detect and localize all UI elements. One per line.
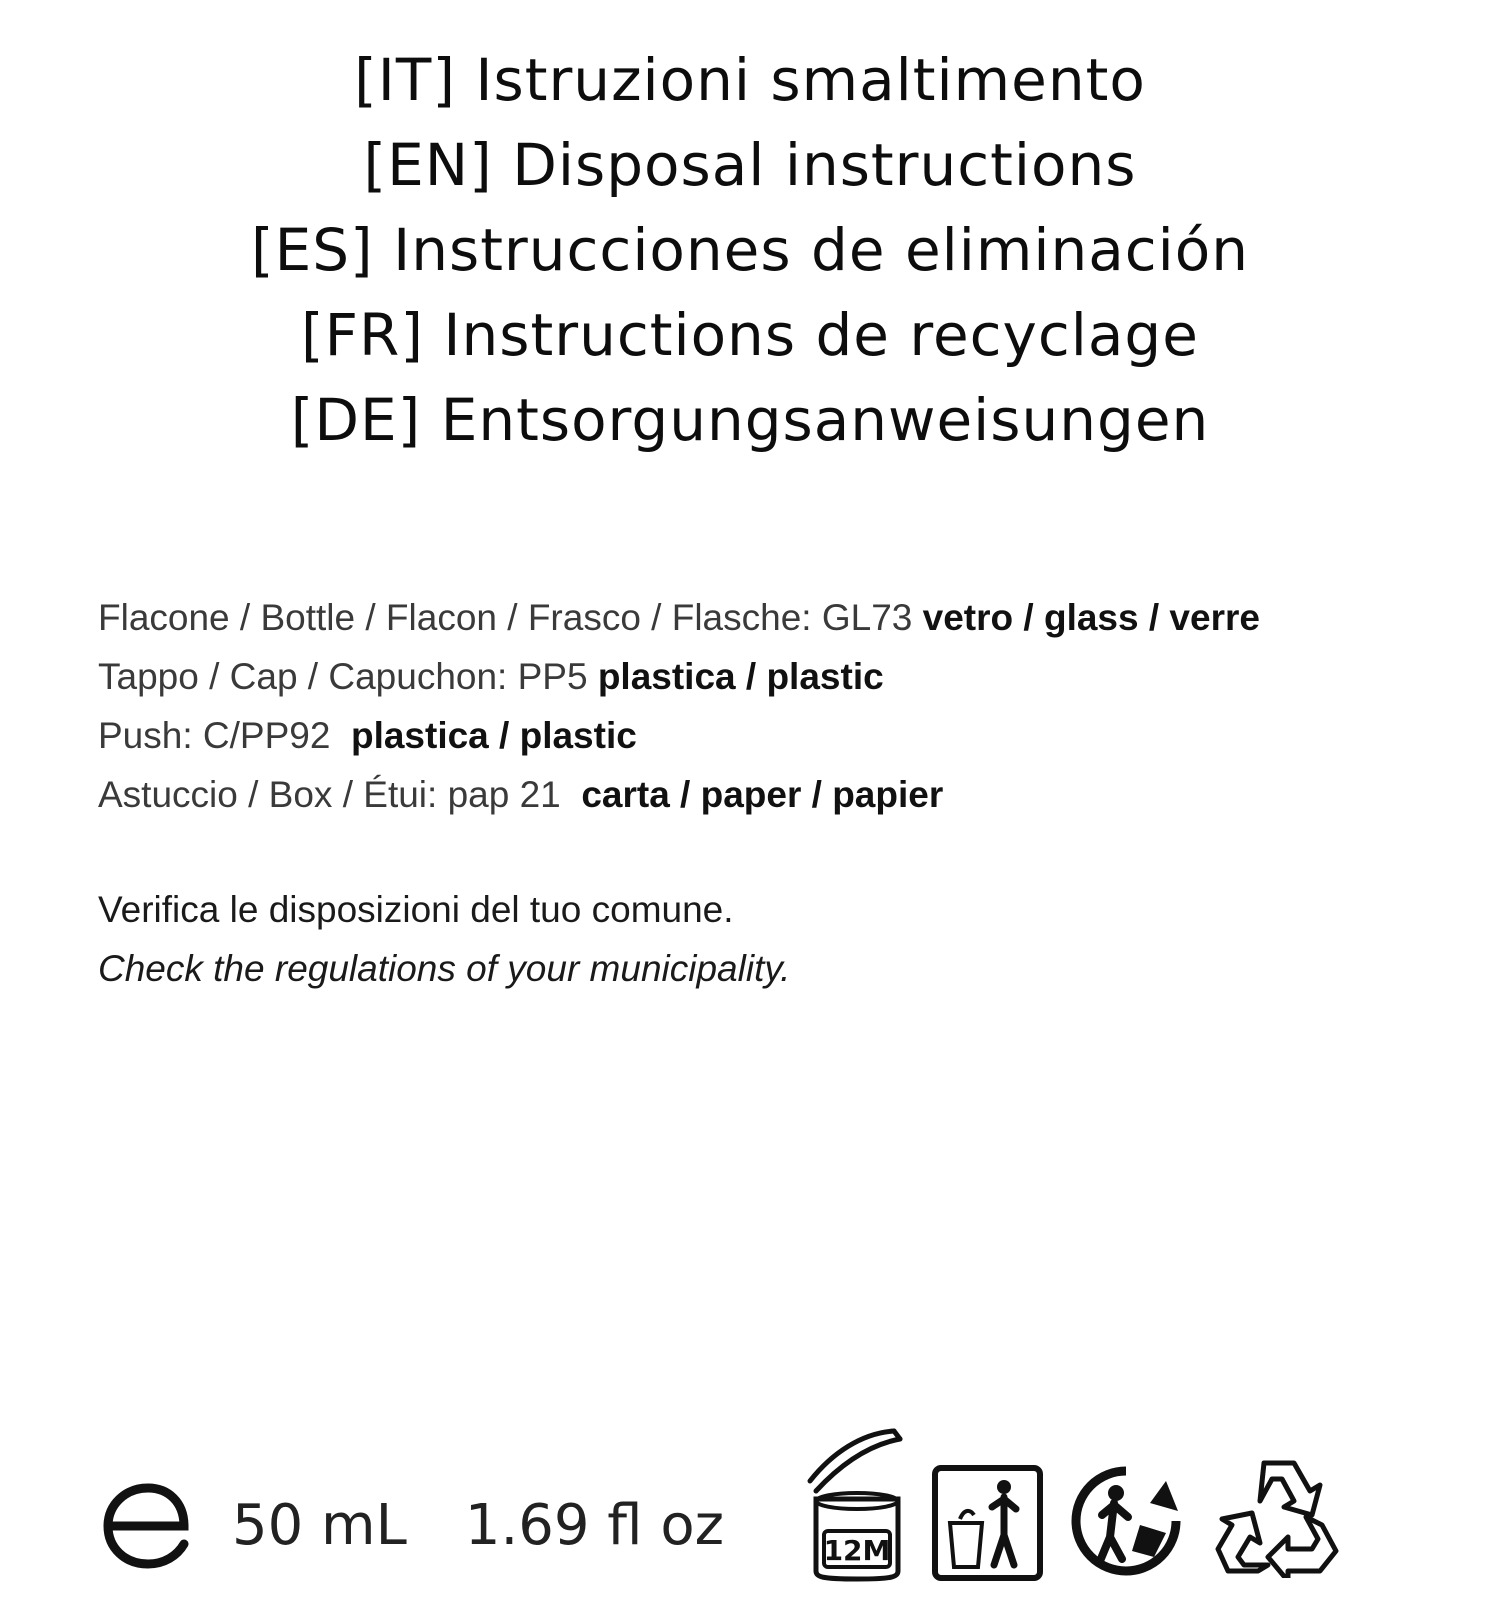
material-type: plastica / plastic [597, 656, 884, 697]
period-after-opening-icon [802, 1423, 912, 1583]
pao-label: 12M [823, 1534, 891, 1567]
volume-floz: 1.69 fl oz [464, 1492, 725, 1558]
recycle-icon [1214, 1453, 1344, 1578]
materials-list [98, 588, 1260, 824]
material-label: Push: C/PP92 [98, 715, 351, 756]
regulation-notes [98, 880, 790, 998]
note-en: Check the regulations of your municipality. [98, 948, 791, 989]
title-en: [EN] Disposal instructions [363, 131, 1137, 199]
material-row-bottle [98, 588, 1260, 647]
volume-ml: 50 mL [232, 1492, 407, 1558]
material-label: Tappo / Cap / Capuchon: PP5 [98, 656, 598, 697]
material-row-box [98, 765, 1260, 824]
material-label: Flacone / Bottle / Flacon / Frasco / Flasche: GL73 [98, 597, 923, 638]
material-row-cap [98, 647, 1260, 706]
estimated-sign-icon [100, 1480, 196, 1570]
material-type: carta / paper / papier [581, 774, 944, 815]
volume-block [100, 1470, 782, 1580]
note-it: Verifica le disposizioni del tuo comune. [98, 889, 734, 930]
title-de: [DE] Entsorgungsanweisungen [290, 386, 1210, 454]
tidyman-recycle-icon [1066, 1461, 1186, 1581]
material-type: plastica / plastic [350, 715, 637, 756]
title-it: [IT] Istruzioni smaltimento [354, 46, 1146, 114]
title-es: [ES] Instrucciones de eliminación [250, 216, 1250, 284]
disposal-titles [0, 38, 1500, 463]
material-row-push [98, 706, 1260, 765]
material-type: vetro / glass / verre [922, 597, 1260, 638]
title-fr: [FR] Instructions de recyclage [301, 301, 1199, 369]
symbol-icons [802, 1423, 1402, 1583]
trash-bin-icon [930, 1463, 1045, 1583]
material-label: Astuccio / Box / Étui: pap 21 [98, 774, 582, 815]
